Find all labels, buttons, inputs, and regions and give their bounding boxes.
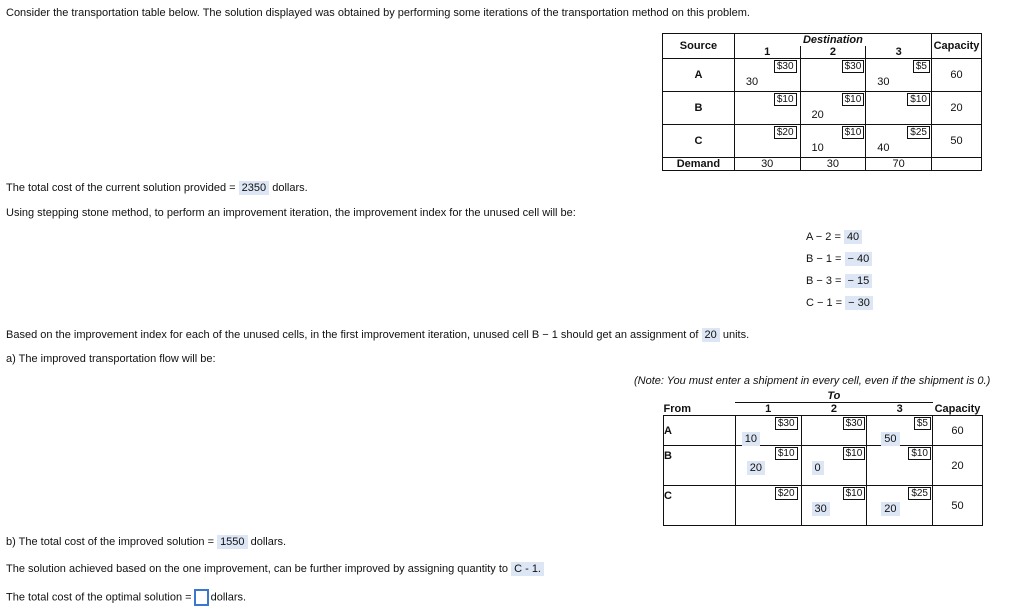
cell-b2 (800, 92, 866, 125)
cost: $5 (914, 417, 931, 430)
row-label-b: B (663, 92, 735, 125)
total-cost-prefix: The total cost of the current solution provided = (6, 182, 236, 194)
row-label-c: C (664, 486, 736, 526)
cell-c3 (866, 125, 932, 158)
amount: 20 (811, 109, 824, 121)
optimal-cost-input[interactable] (194, 589, 209, 606)
flow-cell-c1 (735, 486, 801, 526)
further-cell-value: C - 1. (511, 562, 544, 576)
cost: $30 (842, 60, 865, 73)
cell-a2 (800, 59, 866, 92)
cost: $20 (774, 126, 797, 139)
index-label: B − 1 = (806, 253, 842, 265)
assignment-line (6, 329, 749, 341)
amount-input[interactable]: 30 (812, 502, 830, 516)
destination-header: Destination (734, 34, 931, 47)
col-header-3: 3 (867, 403, 933, 416)
amount-input[interactable]: 10 (742, 432, 760, 446)
index-label: A − 2 = (806, 231, 841, 243)
capacity-b: 20 (931, 92, 981, 125)
row-label-a: A (664, 416, 736, 446)
amount: 40 (877, 142, 890, 154)
demand-capacity-blank (931, 158, 981, 171)
cell-c2 (800, 125, 866, 158)
index-value: 40 (844, 230, 862, 244)
capacity-header-2: Capacity (933, 390, 983, 416)
flow-cell-c2 (801, 486, 867, 526)
assignment-suffix: units. (722, 329, 750, 341)
amount-input[interactable]: 0 (812, 461, 824, 475)
note-text: (Note: You must enter a shipment in every cell, even if the shipment is 0.) (634, 375, 991, 387)
further-prefix: The solution achieved based on the one improvement, can be further improved by assigning quantity to (6, 563, 509, 575)
total-cost-suffix: dollars. (272, 182, 308, 194)
index-b1 (806, 253, 872, 265)
part-b-line (6, 536, 286, 548)
optimal-prefix: The total cost of the optimal solution = (6, 591, 192, 604)
total-cost-value: 2350 (239, 181, 269, 195)
row-label-b: B (664, 446, 736, 486)
part-b-prefix: b) The total cost of the improved solution = (6, 536, 214, 548)
index-a2 (806, 231, 862, 243)
amount-input[interactable]: 20 (881, 502, 899, 516)
amount: 30 (745, 76, 759, 88)
col-header-1: 1 (735, 403, 801, 416)
cell-b3 (866, 92, 932, 125)
index-value: − 40 (845, 252, 873, 266)
col-header-1: 1 (734, 46, 800, 59)
further-improve-line (6, 563, 544, 575)
cost: $10 (842, 126, 865, 139)
assignment-value: 20 (702, 328, 720, 342)
optimal-cost-line (6, 589, 246, 606)
row-label-a: A (663, 59, 735, 92)
index-c1 (806, 297, 873, 309)
cost: $10 (842, 93, 865, 106)
row-label-c: C (663, 125, 735, 158)
cost: $30 (774, 60, 797, 73)
flow-cell-a2 (801, 416, 867, 446)
cost: $25 (907, 126, 930, 139)
amount-input[interactable]: 50 (881, 432, 899, 446)
amount: 10 (811, 142, 824, 154)
optimal-suffix: dollars. (210, 591, 247, 604)
flow-cell-c3 (867, 486, 933, 526)
flow-cell-b3 (867, 446, 933, 486)
cost: $5 (913, 60, 930, 73)
capacity-c: 50 (933, 486, 983, 526)
demand-1: 30 (734, 158, 800, 171)
to-header: To (735, 390, 932, 403)
cost: $20 (775, 487, 798, 500)
capacity-c: 50 (931, 125, 981, 158)
col-header-3: 3 (866, 46, 932, 59)
index-label: B − 3 = (806, 275, 842, 287)
index-value: − 30 (845, 296, 873, 310)
index-label: C − 1 = (806, 297, 843, 309)
cost: $10 (907, 93, 930, 106)
cost: $30 (843, 417, 866, 430)
cost: $10 (774, 93, 797, 106)
from-header: From (664, 390, 736, 416)
cost: $10 (908, 447, 931, 460)
flow-cell-a3 (867, 416, 933, 446)
improved-flow-table (663, 390, 983, 526)
cost: $25 (908, 487, 931, 500)
amount: 30 (877, 76, 890, 88)
index-value: − 15 (845, 274, 873, 288)
col-header-2: 2 (800, 46, 866, 59)
amount-input[interactable]: 20 (747, 461, 765, 475)
flow-cell-b2 (801, 446, 867, 486)
part-a-label: a) The improved transportation flow will be: (6, 353, 216, 365)
capacity-a: 60 (933, 416, 983, 446)
assignment-prefix: Based on the improvement index for each of the unused cells, in the first improvement iteration, unused cell B − 1 should get an assignment of (6, 329, 699, 341)
cost: $30 (775, 417, 798, 430)
col-header-2: 2 (801, 403, 867, 416)
flow-cell-b1 (735, 446, 801, 486)
total-cost-line (6, 182, 308, 194)
cell-c1 (734, 125, 800, 158)
demand-2: 30 (800, 158, 866, 171)
source-header: Source (663, 34, 735, 59)
flow-cell-a1 (735, 416, 801, 446)
capacity-header: Capacity (931, 34, 981, 59)
demand-3: 70 (866, 158, 932, 171)
current-solution-table (662, 33, 982, 171)
capacity-b: 20 (933, 446, 983, 486)
improved-cost-value: 1550 (217, 535, 247, 549)
cost: $10 (843, 487, 866, 500)
cell-b1 (734, 92, 800, 125)
index-b3 (806, 275, 872, 287)
stepping-stone-line: Using stepping stone method, to perform an improvement iteration, the improvement index for the unused cell will be: (6, 207, 576, 219)
capacity-a: 60 (931, 59, 981, 92)
demand-label: Demand (663, 158, 735, 171)
cost: $10 (843, 447, 866, 460)
intro-text: Consider the transportation table below. The solution displayed was obtained by performing some iterations of the transportation method on this problem. (6, 7, 750, 19)
cell-a1 (734, 59, 800, 92)
cell-a3 (866, 59, 932, 92)
cost: $10 (775, 447, 798, 460)
part-b-suffix: dollars. (250, 536, 287, 548)
